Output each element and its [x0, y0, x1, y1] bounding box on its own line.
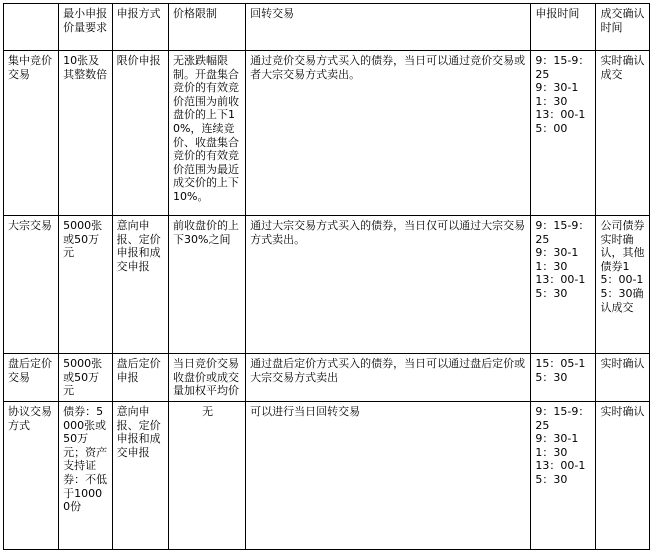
cell-time: 9：15-9：25 9：30-11：30 13：00-15：30	[531, 402, 596, 550]
cell-roundtrip: 通过竞价交易方式买入的债券，当日可以通过竞价交易或者大宗交易方式卖出。	[246, 51, 531, 216]
cell-time: 15：05-15：30	[531, 354, 596, 402]
cell-price-limit: 前收盘价的上下30%之间	[169, 216, 246, 354]
header-cell-type	[4, 4, 59, 51]
header-cell-min-qty: 最小申报价量要求	[59, 4, 112, 51]
header-cell-method: 申报方式	[112, 4, 168, 51]
cell-roundtrip: 通过盘后定价方式买入的债券，当日可以通过盘后定价或大宗交易方式卖出	[246, 354, 531, 402]
cell-price-limit: 无	[169, 402, 246, 550]
cell-price-limit: 当日竞价交易收盘价或成交量加权平均价	[169, 354, 246, 402]
cell-price-limit: 无涨跌幅限制。开盘集合竞价的有效竞价范围为前收盘价的上下10%，连续竞价、收盘集合竞价的有效竞价范围为最近成交价的上下10%。	[169, 51, 246, 216]
trading-rules-table	[3, 3, 650, 550]
cell-min-qty: 10张及其整数倍	[59, 51, 112, 216]
cell-method: 意向申报、定价申报和成交申报	[112, 402, 168, 550]
cell-confirm: 公司债券实时确认，其他债券15：00-15：30确认成交	[596, 216, 650, 354]
cell-min-qty: 5000张或50万元	[59, 354, 112, 402]
cell-roundtrip: 通过大宗交易方式买入的债券，当日仅可以通过大宗交易方式卖出。	[246, 216, 531, 354]
cell-confirm: 实时确认	[596, 402, 650, 550]
header-cell-time: 申报时间	[531, 4, 596, 51]
cell-method: 限价申报	[112, 51, 168, 216]
header-cell-price-limit: 价格限制	[169, 4, 246, 51]
cell-type: 集中竞价交易	[4, 51, 59, 216]
table-row	[4, 216, 650, 354]
table-row	[4, 51, 650, 216]
cell-roundtrip: 可以进行当日回转交易	[246, 402, 531, 550]
table-row	[4, 402, 650, 550]
cell-method: 意向申报、定价申报和成交申报	[112, 216, 168, 354]
cell-confirm: 实时确认	[596, 354, 650, 402]
cell-method: 盘后定价申报	[112, 354, 168, 402]
header-row	[4, 4, 650, 51]
cell-min-qty: 债券：5000张或50万元；资产支持证券：不低于10000份	[59, 402, 112, 550]
header-cell-roundtrip: 回转交易	[246, 4, 531, 51]
cell-confirm: 实时确认成交	[596, 51, 650, 216]
header-cell-confirm: 成交确认时间	[596, 4, 650, 51]
cell-type: 盘后定价交易	[4, 354, 59, 402]
cell-time: 9：15-9：25 9：30-11：30 13：00-15：30	[531, 216, 596, 354]
cell-type: 大宗交易	[4, 216, 59, 354]
cell-time: 9：15-9：25 9：30-11：30 13：00-15：00	[531, 51, 596, 216]
cell-min-qty: 5000张或50万元	[59, 216, 112, 354]
table-row	[4, 354, 650, 402]
cell-type: 协议交易方式	[4, 402, 59, 550]
